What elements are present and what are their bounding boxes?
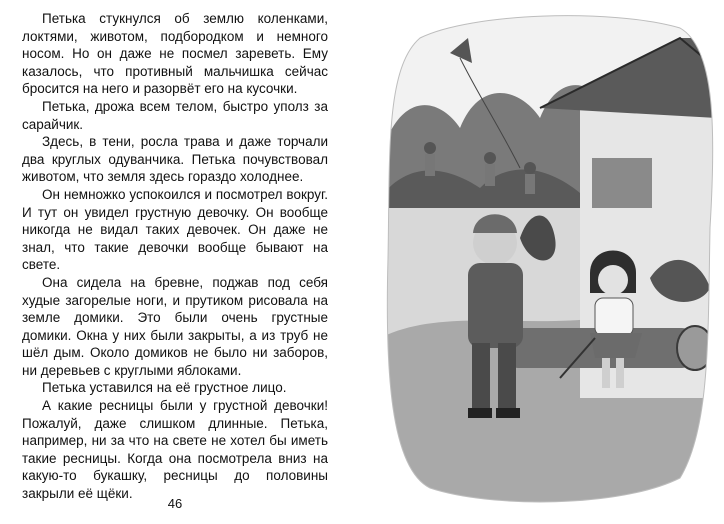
page-number: 46 — [167, 496, 183, 511]
paragraph: Петька, дрожа всем телом, быстро уполз за сарайчик. — [22, 98, 328, 132]
text-column — [22, 10, 328, 503]
paragraph: Она сидела на бревне, поджав под себя худые загорелые ноги, и прутиком рисовала на земле домики. Это были очень грустные домики. Окна у них были закрыты, а из труб не шёл дым. Около домиков не было ни заборов, ни деревьев с круглыми яблоками. — [22, 274, 328, 378]
paragraph: Здесь, в тени, росла трава и даже торчали два круглых одуванчика. Петька почувствовал животом, что земля здесь гораздо холоднее. — [22, 134, 328, 185]
paragraph: Петька уставился на её грустное лицо. — [42, 380, 287, 396]
paragraph: Он немножко успокоился и посмотрел вокруг. И тут он увидел грустную девочку. Он вообще никогда не видал таких девочек. Он даже не знал, что такие девочки вообще бывают на свете. — [22, 186, 328, 273]
book-illustration — [380, 8, 716, 508]
paragraph: Петька стукнулся об землю коленками, локтями, животом, подбородком и немного носом. Но он даже не посмел зареветь. Ему казалось, что противный мальчишка сейчас бросится на него и разорвёт его на кусочки. — [22, 11, 328, 97]
paragraph: А какие ресницы были у грустной девочки! Пожалуй, даже слишком длинные. Петька, например, ни за что на свете не хотел бы иметь такие ресницы. Когда она посмотрела вниз на какую-то букашку, ресницы до половины закрыли её щёки. — [22, 398, 328, 502]
